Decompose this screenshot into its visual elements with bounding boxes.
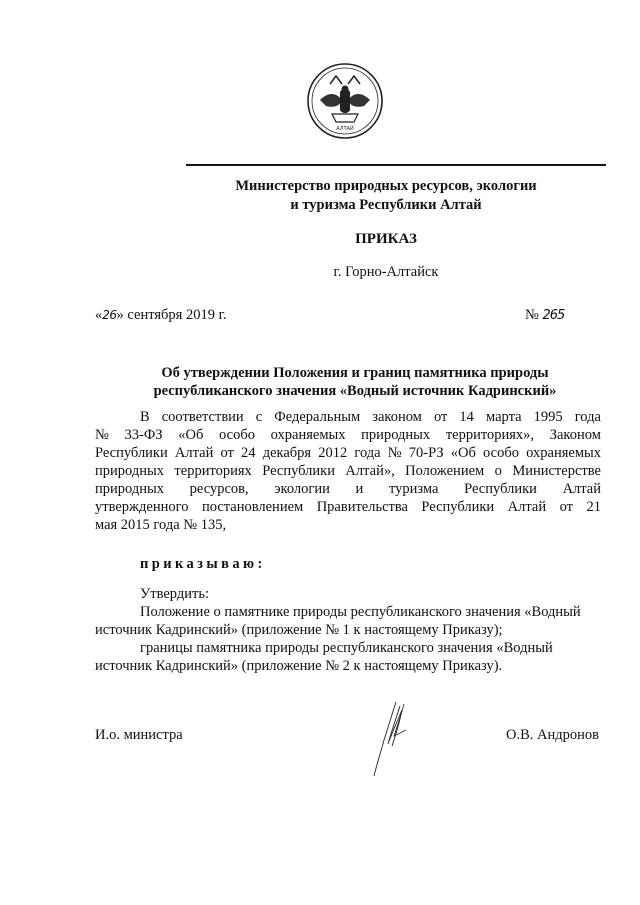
word: особо xyxy=(483,445,519,461)
word: от xyxy=(220,445,234,461)
ministry-line-2: и туризма Республики Алтай xyxy=(290,197,482,213)
word: от xyxy=(433,409,448,425)
word: законом xyxy=(372,409,422,425)
preamble-line xyxy=(95,408,601,426)
word: Республики xyxy=(95,445,168,461)
word: ресурсов, xyxy=(189,481,249,497)
subject-line-1: Об утверждении Положения и границ памятника природы xyxy=(161,365,549,381)
word: Алтай xyxy=(562,481,601,497)
number-handwritten: 265 xyxy=(542,308,565,323)
word: декабря xyxy=(262,445,312,461)
item-2-line-1: границы памятника природы республиканского значения «Водный xyxy=(140,640,553,656)
ministry-name xyxy=(186,177,586,215)
word: № xyxy=(95,427,109,443)
word: Республики xyxy=(421,499,495,515)
word: природных xyxy=(361,427,431,443)
word: Законом xyxy=(549,427,601,443)
word: 70-РЗ xyxy=(408,445,444,461)
word: территориях xyxy=(174,463,252,479)
preamble-line xyxy=(95,498,601,516)
word: природных xyxy=(95,463,164,479)
signatory-position: И.о. министра xyxy=(95,727,183,743)
word: Алтай xyxy=(174,445,214,461)
word: экологии xyxy=(274,481,330,497)
word: Алтай», xyxy=(345,463,395,479)
word: «Об xyxy=(178,427,204,443)
word: 21 xyxy=(586,499,601,515)
number-prefix: № xyxy=(525,307,539,323)
decree-word: приказываю: xyxy=(140,556,266,572)
handwritten-signature-icon xyxy=(366,700,416,780)
preamble xyxy=(95,408,601,534)
word: Федеральным xyxy=(274,409,361,425)
word: «Об xyxy=(450,445,476,461)
word: Алтай xyxy=(507,499,547,515)
word: 2012 xyxy=(318,445,348,461)
word: с xyxy=(255,409,263,425)
ministry-line-1: Министерство природных ресурсов, экологии xyxy=(235,178,537,194)
preamble-line xyxy=(95,462,601,480)
emblem-caption: АЛТАЙ xyxy=(336,126,354,132)
word: и xyxy=(355,481,364,497)
word: Правительства xyxy=(316,499,408,515)
word: от xyxy=(559,499,573,515)
signatory-name: О.В. Андронов xyxy=(506,727,599,743)
word: природных xyxy=(95,481,164,497)
word: соответствии xyxy=(161,409,244,425)
date-open-quote: « xyxy=(95,307,103,323)
word: постановлением xyxy=(201,499,304,515)
altai-republic-emblem-icon xyxy=(306,62,384,140)
word: утвержденного xyxy=(95,499,189,515)
word: 14 xyxy=(459,409,474,425)
subject-line-2: республиканского значения «Водный источник Кадринский» xyxy=(153,383,557,399)
word: № xyxy=(387,445,402,461)
date-day-handwritten: 26 xyxy=(102,308,117,322)
order-subject xyxy=(100,364,610,400)
date-rest: » сентября 2019 г. xyxy=(116,307,227,323)
word: года xyxy=(354,445,381,461)
word: Министерстве xyxy=(512,463,601,479)
word: туризма xyxy=(389,481,439,497)
word: особо xyxy=(219,427,255,443)
order-date xyxy=(95,307,227,324)
preamble-line xyxy=(95,480,601,498)
word: 33-ФЗ xyxy=(124,427,163,443)
word: года xyxy=(574,409,601,425)
item-2-line-2: источник Кадринский» (приложение № 2 к настоящему Приказу). xyxy=(95,658,503,674)
word: охраняемых xyxy=(270,427,346,443)
preamble-line xyxy=(95,426,601,444)
word: Республики xyxy=(464,481,537,497)
word: 1995 xyxy=(533,409,563,425)
item-1-line-2: источник Кадринский» (приложение № 1 к настоящему Приказу); xyxy=(95,622,503,638)
word: Республики xyxy=(262,463,335,479)
order-title: ПРИКАЗ xyxy=(355,231,417,247)
header-rule xyxy=(186,164,606,166)
approve-label: Утвердить: xyxy=(140,586,209,602)
preamble-line xyxy=(95,444,601,462)
word: охраняемых xyxy=(526,445,601,461)
word: В xyxy=(140,409,150,425)
order-items xyxy=(95,585,603,675)
word: о xyxy=(494,463,502,479)
word: территориях», xyxy=(445,427,535,443)
item-1-line-1: Положение о памятнике природы республиканского значения «Водный xyxy=(140,604,581,620)
word: марта xyxy=(486,409,522,425)
preamble-line: мая 2015 года № 135, xyxy=(95,517,227,533)
city: г. Горно-Алтайск xyxy=(333,264,439,280)
word: Положением xyxy=(405,463,485,479)
word: 24 xyxy=(241,445,256,461)
order-number xyxy=(525,307,564,324)
